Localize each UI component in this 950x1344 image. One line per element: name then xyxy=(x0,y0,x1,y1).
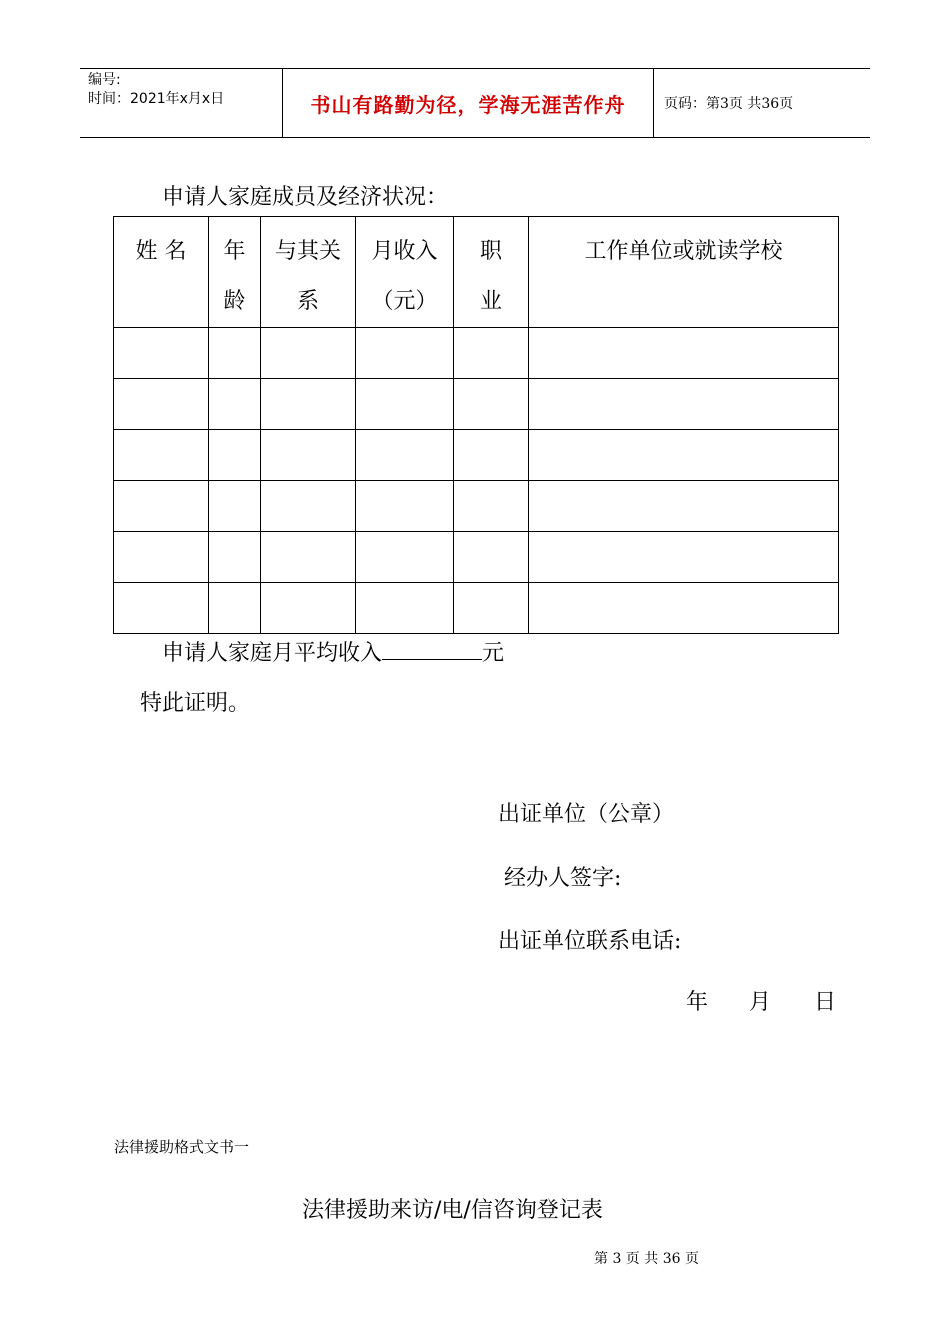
table-cell[interactable] xyxy=(454,532,529,583)
table-cell[interactable] xyxy=(209,430,261,481)
table-cell[interactable] xyxy=(356,379,454,430)
issuer-phone: 出证单位联系电话: xyxy=(498,929,682,954)
handler-signature: 经办人签字: xyxy=(504,866,622,891)
table-header-text: 系 xyxy=(296,289,319,314)
table-cell[interactable] xyxy=(209,328,261,379)
section-title: 申请人家庭成员及经济状况： xyxy=(162,185,449,210)
table-cell[interactable] xyxy=(356,481,454,532)
table-cell[interactable] xyxy=(261,328,356,379)
page-header xyxy=(80,68,870,138)
table-cell[interactable] xyxy=(209,481,261,532)
table-cell[interactable] xyxy=(261,532,356,583)
certify-text: 特此证明。 xyxy=(140,691,251,716)
table-cell[interactable] xyxy=(529,430,839,481)
table-cell[interactable] xyxy=(454,379,529,430)
form-title: 法律援助来访/电/信咨询登记表 xyxy=(302,1198,603,1223)
table-header-cell xyxy=(454,217,529,328)
date-day: 日 xyxy=(814,990,837,1015)
table-cell[interactable] xyxy=(261,379,356,430)
avg-income-line xyxy=(162,636,504,667)
date-year: 年 xyxy=(686,990,709,1015)
table-row xyxy=(114,583,839,634)
table-cell[interactable] xyxy=(209,583,261,634)
table-header-text: 职 xyxy=(479,239,502,264)
table-header-text: 月收入 xyxy=(371,239,438,264)
page-footer: 第 3 页 共 36 页 xyxy=(594,1251,699,1267)
table-cell[interactable] xyxy=(261,430,356,481)
number-label: 编号: xyxy=(88,72,121,88)
table-header-text: 龄 xyxy=(223,289,246,314)
table-header-row xyxy=(114,217,839,328)
table-cell[interactable] xyxy=(454,583,529,634)
table-cell[interactable] xyxy=(261,481,356,532)
table-cell[interactable] xyxy=(529,583,839,634)
header-meta xyxy=(80,69,282,137)
date-month: 月 xyxy=(749,990,772,1015)
table-cell[interactable] xyxy=(529,328,839,379)
form-label: 法律援助格式文书一 xyxy=(114,1138,250,1156)
avg-income-unit: 元 xyxy=(482,641,505,666)
table-header-text: 工作单位或就读学校 xyxy=(584,239,783,264)
table-cell[interactable] xyxy=(209,379,261,430)
table-cell[interactable] xyxy=(454,481,529,532)
table-header-text: 年 xyxy=(223,239,246,264)
table-cell[interactable] xyxy=(114,532,209,583)
table-header-text: 业 xyxy=(479,289,502,314)
table-row xyxy=(114,379,839,430)
family-table xyxy=(113,216,839,634)
table-cell[interactable] xyxy=(454,328,529,379)
table-header-cell xyxy=(261,217,356,328)
header-motto: 书山有路勤为径，学海无涯苦作舟 xyxy=(282,69,654,137)
header-page-info: 页码：第3页 共36页 xyxy=(664,96,794,112)
table-cell[interactable] xyxy=(529,481,839,532)
table-cell[interactable] xyxy=(114,583,209,634)
time-label: 时间：2021年x月x日 xyxy=(88,91,225,107)
table-row xyxy=(114,328,839,379)
table-header-text: （元） xyxy=(371,289,438,314)
table-row xyxy=(114,481,839,532)
avg-income-blank[interactable] xyxy=(382,637,482,660)
table-cell[interactable] xyxy=(454,430,529,481)
table-header-text: 与其关 xyxy=(274,239,341,264)
table-cell[interactable] xyxy=(261,583,356,634)
table-header-cell xyxy=(529,217,839,328)
table-header-cell xyxy=(114,217,209,328)
table-cell[interactable] xyxy=(209,532,261,583)
table-row xyxy=(114,430,839,481)
table-header-cell xyxy=(356,217,454,328)
issuer-seal: 出证单位（公章） xyxy=(498,802,675,827)
table-cell[interactable] xyxy=(114,430,209,481)
table-cell[interactable] xyxy=(529,379,839,430)
table-row xyxy=(114,532,839,583)
table-cell[interactable] xyxy=(356,532,454,583)
table-cell[interactable] xyxy=(356,583,454,634)
avg-income-label: 申请人家庭月平均收入 xyxy=(162,641,383,666)
table-cell[interactable] xyxy=(114,328,209,379)
table-header-cell xyxy=(209,217,261,328)
table-cell[interactable] xyxy=(529,532,839,583)
table-header-text: 姓 名 xyxy=(135,239,187,264)
table-cell[interactable] xyxy=(114,481,209,532)
table-cell[interactable] xyxy=(356,430,454,481)
table-cell[interactable] xyxy=(114,379,209,430)
table-cell[interactable] xyxy=(356,328,454,379)
